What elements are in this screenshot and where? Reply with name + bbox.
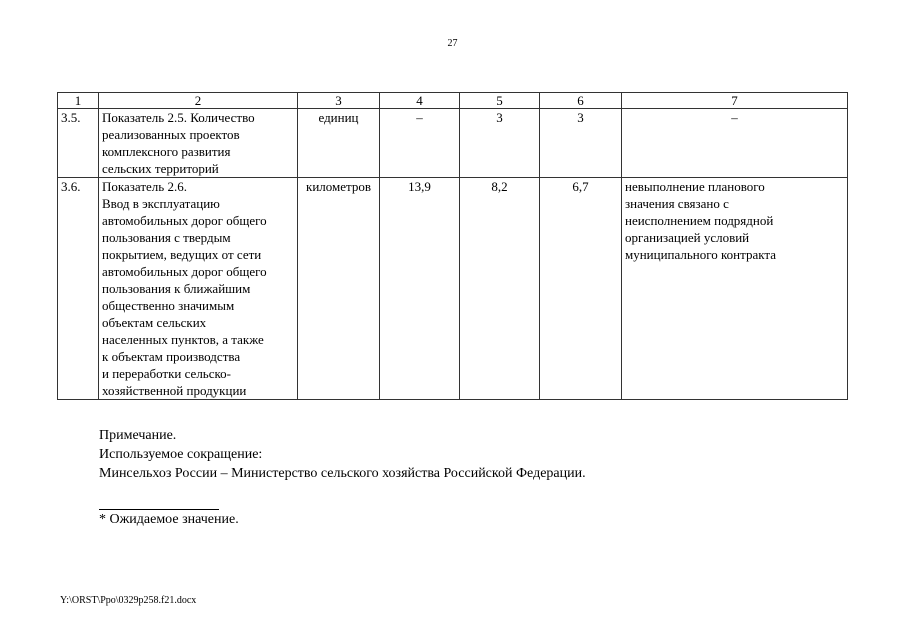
indicator-name-line: сельских территорий (102, 161, 219, 176)
indicator-name-line: к объектам производства (102, 349, 241, 364)
indicator-name-line: пользования к ближайшим (102, 281, 251, 296)
indicator-name-line: комплексного развития (102, 144, 231, 159)
header-cell: 1 (58, 93, 99, 109)
abbreviation-line: Минсельхоз России – Министерство сельского хозяйства Российской Федерации. (99, 466, 586, 481)
indicator-name-line: объектам сельских (102, 315, 207, 330)
note-line: муниципального контракта (625, 247, 777, 262)
header-cell: 7 (622, 93, 848, 109)
indicator-name-line: и переработки сельско- (102, 366, 231, 381)
note-line: невыполнение планового (625, 179, 765, 194)
indicator-name-line: пользования с твердым (102, 230, 231, 245)
row-number: 3.5. (58, 109, 99, 178)
table-row (58, 178, 848, 400)
header-cell: 4 (380, 93, 460, 109)
notes-title: Примечание. (99, 428, 177, 443)
unit-cell: единиц (298, 109, 380, 178)
footnote: * Ожидаемое значение. (99, 512, 239, 527)
page-number: 27 (447, 38, 458, 49)
indicator-name-line: реализованных проектов (102, 127, 240, 142)
header-cell: 5 (460, 93, 540, 109)
indicator-name (99, 178, 298, 400)
table-row (58, 109, 848, 178)
row-number: 3.6. (58, 178, 99, 400)
note-line: значения связано с (625, 196, 729, 211)
table-header-row (58, 93, 848, 109)
indicator-name-line: населенных пунктов, а также (102, 332, 264, 347)
notes-section (99, 426, 586, 483)
value-cell: 6,7 (540, 178, 622, 400)
unit-cell: километров (298, 178, 380, 400)
note-cell (622, 178, 848, 400)
indicator-name-line: автомобильных дорог общего (102, 213, 267, 228)
value-cell: 3 (540, 109, 622, 178)
indicator-name-line: общественно значимым (102, 298, 235, 313)
note-line: организацией условий (625, 230, 750, 245)
indicator-name-line: хозяйственной продукции (102, 383, 247, 398)
header-cell: 2 (99, 93, 298, 109)
indicator-name-line: автомобильных дорог общего (102, 264, 267, 279)
value-cell: 3 (460, 109, 540, 178)
value-cell: 13,9 (380, 178, 460, 400)
abbreviation-heading: Используемое сокращение: (99, 447, 263, 462)
indicators-table (57, 92, 848, 400)
file-path: Y:\ORST\Ppo\0329p258.f21.docx (60, 595, 197, 606)
note-line: неисполнением подрядной (625, 213, 774, 228)
indicator-name-line: Показатель 2.6. (102, 179, 187, 194)
indicator-name (99, 109, 298, 178)
indicator-name-line: покрытием, ведущих от сети (102, 247, 262, 262)
header-cell: 6 (540, 93, 622, 109)
indicator-name-line: Ввод в эксплуатацию (102, 196, 220, 211)
footnote-divider (99, 509, 219, 510)
value-cell: – (380, 109, 460, 178)
note-cell: – (622, 109, 848, 178)
indicator-name-line: Показатель 2.5. Количество (102, 110, 255, 125)
header-cell: 3 (298, 93, 380, 109)
value-cell: 8,2 (460, 178, 540, 400)
